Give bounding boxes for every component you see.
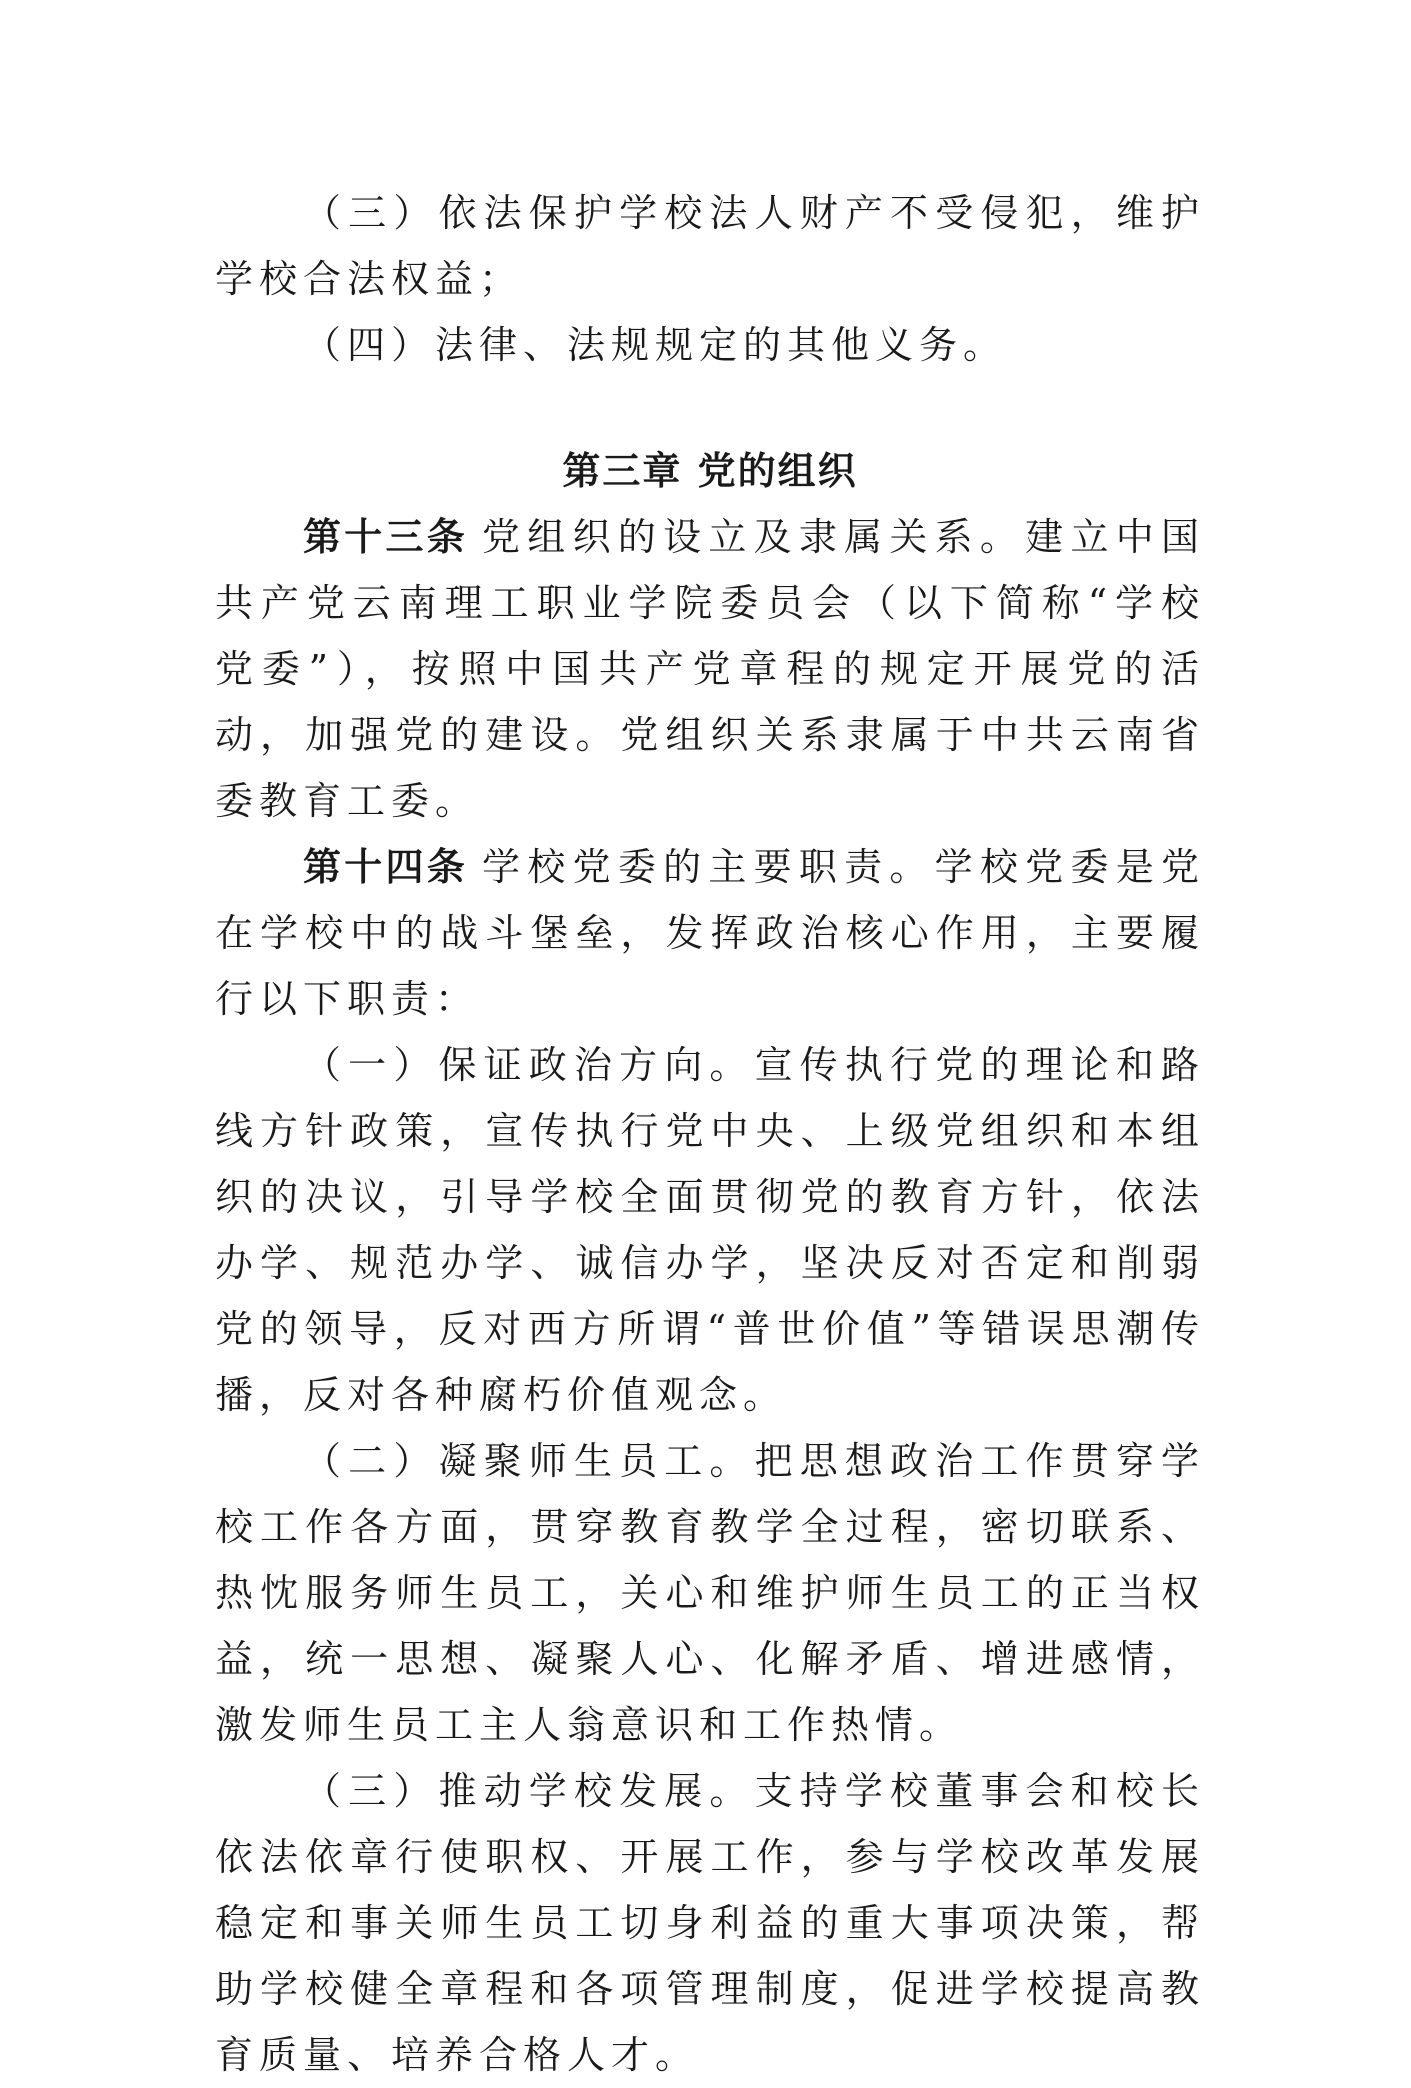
article-14-text: 学校党委的主要职责。学校党委是党在学校中的战斗堡垒，发挥政治核心作用，主要履行以下职责： bbox=[215, 845, 1205, 1021]
article-13-number: 第十三条 bbox=[303, 515, 469, 559]
duty-2-unite-staff: （二）凝聚师生员工。把思想政治工作贯穿学校工作各方面，贯穿教育教学全过程，密切联系、热忱服务师生员工，关心和维护师生员工的正当权益，统一思想、凝聚人心、化解矛盾、增进感情，激发师生员工主人翁意识和工作热情。 bbox=[215, 1439, 1205, 1747]
article-14 bbox=[215, 834, 1205, 1032]
clause-4-duty: （四）法律、法规规定的其他义务。 bbox=[303, 323, 1008, 367]
article-14-number: 第十四条 bbox=[303, 845, 469, 889]
clause-3-duty: （三）依法保护学校法人财产不受侵犯，维护学校合法权益； bbox=[215, 191, 1205, 301]
article-13-text: 党组织的设立及隶属关系。建立中国共产党云南理工职业学院委员会（以下简称“学校党委”），按照中国共产党章程的规定开展党的活动，加强党的建设。党组织关系隶属于中共云南省委教育工委。 bbox=[215, 515, 1205, 823]
chapter-heading: 第三章 党的组织 bbox=[562, 449, 858, 493]
article-13 bbox=[215, 504, 1205, 834]
duty-3-promote-development: （三）推动学校发展。支持学校董事会和校长依法依章行使职权、开展工作，参与学校改革发展稳定和事关师生员工切身利益的重大事项决策，帮助学校健全章程和各项管理制度，促进学校提高教育质量、培养合格人才。 bbox=[215, 1769, 1205, 2077]
document-page bbox=[215, 180, 1205, 2088]
duty-1-political-direction: （一）保证政治方向。宣传执行党的理论和路线方针政策，宣传执行党中央、上级党组织和本组织的决议，引导学校全面贯彻党的教育方针，依法办学、规范办学、诚信办学，坚决反对否定和削弱党的领导，反对西方所谓“普世价值”等错误思潮传播，反对各种腐朽价值观念。 bbox=[215, 1043, 1205, 1417]
